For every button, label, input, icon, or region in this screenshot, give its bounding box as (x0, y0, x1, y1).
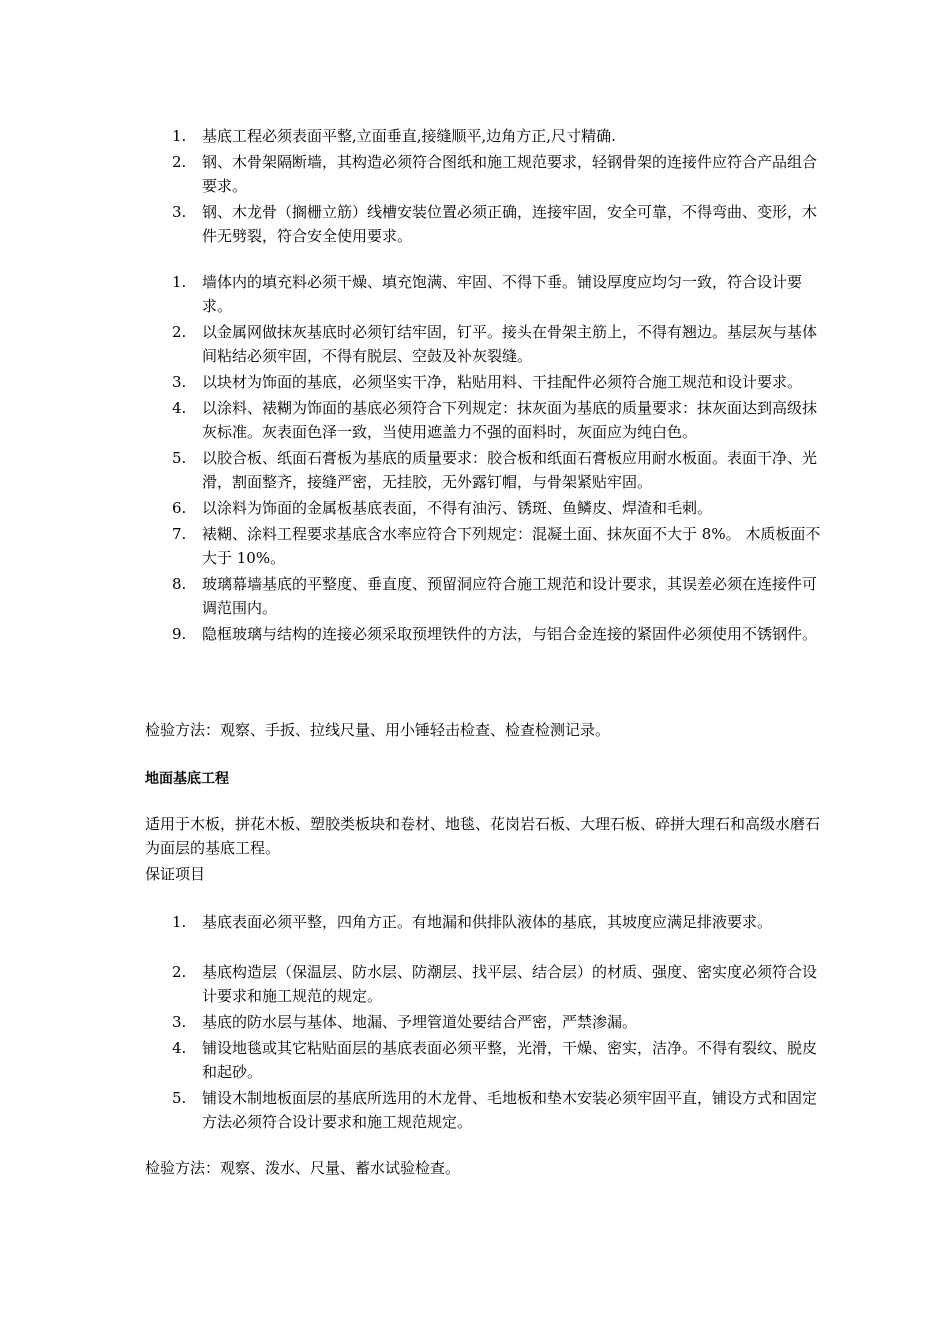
list-item-text: 基底构造层（保温层、防水层、防潮层、找平层、结合层）的材质、强度、密实度必须符合设计要求和施工规范的规定。 (202, 963, 818, 1005)
list-item-text: 墙体内的填充料必须干燥、填充饱满、牢固、不得下垂。铺设厚度应均匀一致，符合设计要求。 (202, 273, 803, 315)
list-item: 1. 基底表面必须平整，四角方正。有地漏和供排队液体的基底，其坡度应满足排液要求。 (172, 913, 773, 931)
floor-base-requirements-list-a (172, 910, 832, 936)
inspection-method-floor: 检验方法：观察、泼水、尺量、蓄水试验检查。 (145, 1159, 461, 1177)
list-item-text: 以块材为饰面的基底，必须坚实干净，粘贴用料、干挂配件必须符合施工规范和设计要求。 (202, 373, 803, 391)
list-item: 4. 铺设地毯或其它粘贴面层的基底表面必须平整，光滑，干燥、密实，洁净。不得有裂纹、脱皮和起砂。 (172, 1039, 818, 1081)
list-item: 7. 裱糊、涂料工程要求基底含水率应符合下列规定：混凝土面、抹灰面不大于 8%。 木质板面不大于 10%。 (172, 525, 821, 567)
list-item: 5. 以胶合板、纸面石膏板为基底的质量要求：胶合板和纸面石膏板应用耐水板面。表面干净、光滑，割面整齐，接缝严密，无挂胶，无外露钉帽，与骨架紧贴牢固。 (172, 449, 818, 491)
list-item-text: 以胶合板、纸面石膏板为基底的质量要求：胶合板和纸面石膏板应用耐水板面。表面干净、光滑，割面整齐，接缝严密，无挂胶，无外露钉帽，与骨架紧贴牢固。 (202, 449, 818, 491)
list-item: 3. 以块材为饰面的基底，必须坚实干净，粘贴用料、干挂配件必须符合施工规范和设计要求。 (172, 373, 803, 391)
list-item-text: 钢、木龙骨（搁栅立筋）线槽安装位置必须正确，连接牢固，安全可靠，不得弯曲、变形，木件无劈裂，符合安全使用要求。 (202, 203, 818, 245)
list-item-text: 基底工程必须表面平整,立面垂直,接缝顺平,边角方正,尺寸精确. (202, 127, 616, 145)
list-item-text: 铺设地毯或其它粘贴面层的基底表面必须平整，光滑，干燥、密实，洁净。不得有裂纹、脱皮和起砂。 (202, 1039, 818, 1081)
list-item: 2. 钢、木骨架隔断墙，其构造必须符合图纸和施工规范要求，轻钢骨架的连接件应符合产品组合要求。 (172, 153, 818, 195)
section-heading: 地面基底工程 (145, 771, 229, 787)
floor-base-requirements-list-b (172, 960, 822, 1136)
list-item-text: 钢、木骨架隔断墙，其构造必须符合图纸和施工规范要求，轻钢骨架的连接件应符合产品组合要求。 (202, 153, 818, 195)
list-item-text: 隐框玻璃与结构的连接必须采取预埋铁件的方法，与铝合金连接的紧固件必须使用不锈钢件。 (202, 625, 818, 643)
guarantee-items-label: 保证项目 (145, 865, 206, 883)
list-item: 9. 隐框玻璃与结构的连接必须采取预埋铁件的方法，与铝合金连接的紧固件必须使用不锈钢件。 (172, 625, 818, 643)
list-item: 5. 铺设木制地板面层的基底所选用的木龙骨、毛地板和垫木安装必须牢固平直，铺设方式和固定方法必须符合设计要求和施工规范规定。 (172, 1089, 818, 1131)
list-item: 4. 以涂料、裱糊为饰面的基底必须符合下列规定：抹灰面为基底的质量要求：抹灰面达到高级抹灰标准。灰表面色泽一致，当使用遮盖力不强的面料时，灰面应为纯白色。 (172, 399, 818, 441)
list-item-text: 玻璃幕墙基底的平整度、垂直度、预留洞应符合施工规范和设计要求，其误差必须在连接件可调范围内。 (202, 575, 818, 617)
list-item: 3. 基底的防水层与基体、地漏、予埋管道处要结合严密，严禁渗漏。 (172, 1013, 638, 1031)
list-item-text: 基底的防水层与基体、地漏、予埋管道处要结合严密，严禁渗漏。 (202, 1013, 638, 1031)
wall-base-requirements-list (172, 124, 822, 250)
list-item: 1. 基底工程必须表面平整,立面垂直,接缝顺平,边角方正,尺寸精确. (172, 127, 616, 145)
list-item: 1. 墙体内的填充料必须干燥、填充饱满、牢固、不得下垂。铺设厚度应均匀一致，符合设计要求。 (172, 273, 803, 315)
list-item: 8. 玻璃幕墙基底的平整度、垂直度、预留洞应符合施工规范和设计要求，其误差必须在连接件可调范围内。 (172, 575, 818, 617)
list-item-text: 以金属网做抹灰基底时必须钉结牢固，钉平。接头在骨架主筋上，不得有翘边。基层灰与基体间粘结必须牢固，不得有脱层、空鼓及补灰裂缝。 (202, 323, 818, 365)
filler-requirements-list (172, 270, 822, 648)
list-item-text: 以涂料为饰面的金属板基底表面，不得有油污、锈斑、鱼鳞皮、焊渣和毛刺。 (202, 499, 713, 517)
list-item: 3. 钢、木龙骨（搁栅立筋）线槽安装位置必须正确，连接牢固，安全可靠，不得弯曲、变形，木件无劈裂，符合安全使用要求。 (172, 203, 818, 245)
list-item-text: 裱糊、涂料工程要求基底含水率应符合下列规定：混凝土面、抹灰面不大于 8%。 木质板面不大于 10%。 (202, 525, 821, 567)
list-item-text: 基底表面必须平整，四角方正。有地漏和供排队液体的基底，其坡度应满足排液要求。 (202, 913, 773, 931)
list-item: 2. 基底构造层（保温层、防水层、防潮层、找平层、结合层）的材质、强度、密实度必须符合设计要求和施工规范的规定。 (172, 963, 818, 1005)
inspection-method-wall: 检验方法：观察、手扳、拉线尺量、用小锤轻击检查、检查检测记录。 (145, 721, 611, 739)
list-item: 2. 以金属网做抹灰基底时必须钉结牢固，钉平。接头在骨架主筋上，不得有翘边。基层灰与基体间粘结必须牢固，不得有脱层、空鼓及补灰裂缝。 (172, 323, 818, 365)
scope-paragraph: 适用于木板，拼花木板、塑胶类板块和卷材、地毯、花岗岩石板、大理石板、碎拼大理石和高级水磨石为面层的基底工程。 (145, 815, 821, 857)
list-item-text: 以涂料、裱糊为饰面的基底必须符合下列规定：抹灰面为基底的质量要求：抹灰面达到高级抹灰标准。灰表面色泽一致，当使用遮盖力不强的面料时，灰面应为纯白色。 (202, 399, 818, 441)
list-item: 6. 以涂料为饰面的金属板基底表面，不得有油污、锈斑、鱼鳞皮、焊渣和毛刺。 (172, 499, 713, 517)
list-item-text: 铺设木制地板面层的基底所选用的木龙骨、毛地板和垫木安装必须牢固平直，铺设方式和固定方法必须符合设计要求和施工规范规定。 (202, 1089, 818, 1131)
